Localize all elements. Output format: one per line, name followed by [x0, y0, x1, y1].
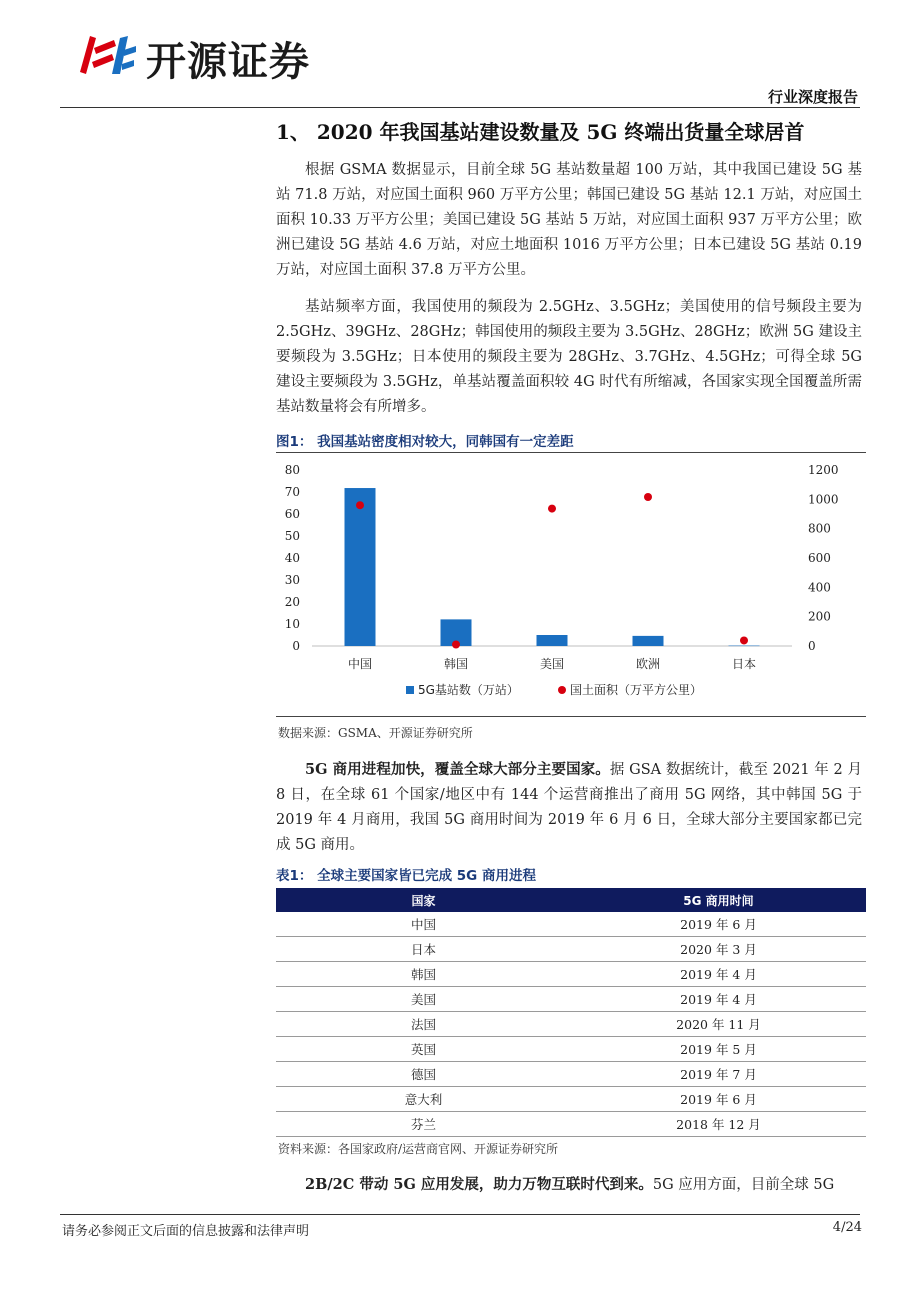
dot-mark [740, 636, 748, 644]
table-row [276, 1112, 866, 1137]
table-row [276, 962, 866, 987]
y-right-tick-label: 1200 [808, 463, 839, 477]
table-cell-date: 2019 年 5 月 [571, 1037, 866, 1062]
table-header-launch-time: 5G 商用时间 [571, 888, 866, 912]
dot-mark [548, 505, 556, 513]
footer-disclaimer: 请务必参阅正文后面的信息披露和法律声明 [62, 1224, 310, 1239]
dot-mark [452, 640, 460, 648]
y-left-tick-label: 20 [284, 595, 300, 609]
y-right-tick-label: 600 [808, 551, 831, 565]
paragraph-body: 据 GSA 数据统计，截至 2021 年 2 月 8 日，在全球 61 个国家/地区中有 144 个运营商推出了商用 5G 网络，其中韩国 5G 于 2019 年 4 月商用，我国 5G 商用时间为 2019 年 6 月 6 日，全球大部分主要国家都已完成 5G 商用。 [276, 762, 862, 853]
table-row [276, 1062, 866, 1087]
table-cell-date: 2019 年 4 月 [571, 987, 866, 1012]
figure-source: 数据来源：GSMA、开源证券研究所 [278, 726, 473, 740]
chart-dots [356, 493, 748, 648]
figure-bottom-rule [276, 716, 866, 717]
bar-mark [345, 488, 376, 646]
table-cell-date: 2019 年 4 月 [571, 962, 866, 987]
paragraph-lead-bold: 2B/2C 带动 5G 应用发展，助力万物互联时代到来。 [305, 1176, 653, 1193]
table-caption: 表1： 全球主要国家皆已完成 5G 商用进程 [276, 868, 536, 884]
figure-caption: 图1： 我国基站密度相对较大，同韩国有一定差距 [276, 434, 574, 450]
paragraph-applications [276, 1172, 862, 1198]
header-divider [60, 107, 860, 108]
x-tick-label: 日本 [731, 657, 757, 671]
dot-mark [356, 501, 364, 509]
y-left-tick-label: 30 [284, 573, 300, 587]
table-cell-country: 意大利 [276, 1087, 571, 1112]
table-cell-country: 芬兰 [276, 1112, 571, 1137]
table-cell-country: 日本 [276, 937, 571, 962]
page-number: 4/24 [832, 1220, 862, 1235]
y-right-tick-label: 800 [808, 521, 831, 536]
table-source: 资料来源：各国家政府/运营商官网、开源证券研究所 [278, 1142, 559, 1156]
table-cell-date: 2019 年 7 月 [571, 1062, 866, 1087]
base-station-chart [276, 456, 866, 716]
x-tick-label: 中国 [347, 657, 373, 671]
bar-mark [729, 646, 760, 647]
table-cell-country: 英国 [276, 1037, 571, 1062]
company-name: 开源证券 [146, 39, 310, 85]
chart-legend [406, 682, 702, 697]
table-row [276, 937, 866, 962]
table-row [276, 1087, 866, 1112]
dot-mark [644, 493, 652, 501]
paragraph-commercial-progress [276, 757, 862, 858]
y-right-tick-label: 1000 [808, 492, 839, 507]
x-tick-label: 美国 [539, 657, 565, 671]
table-cell-date: 2020 年 11 月 [571, 1012, 866, 1037]
table-cell-country: 韩国 [276, 962, 571, 987]
y-right-tick-label: 0 [808, 639, 816, 653]
section-title: 1、 2020 年我国基站建设数量及 5G 终端出货量全球居首 [276, 120, 805, 144]
commercial-launch-table [276, 888, 866, 1137]
y-left-tick-label: 10 [284, 617, 300, 631]
y-left-tick-label: 60 [284, 507, 300, 521]
table-cell-country: 中国 [276, 912, 571, 937]
bar-mark [633, 636, 664, 646]
paragraph-body: 5G 应用方面，目前全球 5G [652, 1177, 835, 1193]
x-tick-label: 韩国 [443, 657, 469, 671]
table-header-row [276, 888, 866, 912]
table-cell-date: 2019 年 6 月 [571, 912, 866, 937]
bar-mark [537, 635, 568, 646]
y-left-tick-label: 50 [284, 529, 300, 543]
legend-bar-label: 5G基站数（万站） [418, 683, 519, 697]
table-cell-country: 法国 [276, 1012, 571, 1037]
table-header-country: 国家 [276, 888, 571, 912]
footer-divider [60, 1214, 860, 1215]
table-cell-date: 2018 年 12 月 [571, 1112, 866, 1137]
table-row [276, 912, 866, 937]
table-row [276, 987, 866, 1012]
y-right-tick-label: 400 [808, 580, 831, 595]
table-cell-country: 德国 [276, 1062, 571, 1087]
x-tick-label: 欧洲 [635, 657, 661, 671]
y-left-tick-label: 80 [284, 463, 300, 477]
paragraph-lead-bold: 5G 商用进程加快，覆盖全球大部分主要国家。 [305, 761, 610, 778]
figure-caption-rule [276, 452, 866, 453]
table-cell-date: 2020 年 3 月 [571, 937, 866, 962]
table-row [276, 1012, 866, 1037]
y-left-tick-label: 0 [292, 639, 300, 653]
paragraph-frequency-bands: 基站频率方面，我国使用的频段为 2.5GHz、3.5GHz；美国使用的信号频段主要为 2.5GHz、39GHz、28GHz；韩国使用的频段主要为 3.5GHz、28GHz；欧洲 5G 建设主要频段为 3.5GHz；日本使用的频段主要为 28GHz、3.7GHz、4.5GHz；可得全球 5G 建设主要频段为 3.5GHz，单基站覆盖面积较 4G 时代有所缩减，各国家实现全国覆盖所需基站数量将会有所增多。 [276, 299, 862, 415]
legend-bar-swatch [406, 686, 414, 694]
table-row [276, 1037, 866, 1062]
company-logo-icon [76, 28, 138, 82]
legend-dot-label: 国土面积（万平方公里） [570, 683, 703, 697]
y-right-tick-label: 200 [808, 609, 831, 624]
y-left-tick-label: 70 [284, 485, 300, 499]
table-cell-country: 美国 [276, 987, 571, 1012]
y-left-tick-label: 40 [284, 551, 300, 565]
document-type: 行业深度报告 [767, 88, 858, 106]
legend-dot-swatch [558, 686, 566, 694]
table-cell-date: 2019 年 6 月 [571, 1087, 866, 1112]
paragraph-base-station-stats: 根据 GSMA 数据显示，目前全球 5G 基站数量超 100 万站，其中我国已建设 5G 基站 71.8 万站，对应国土面积 960 万平方公里；韩国已建设 5G 基站 12.1 万站，对应国土面积 10.33 万平方公里；美国已建设 5G 基站 5 万站，对应国土面积 937 万平方公里；欧洲已建设 5G 基站 4.6 万站，对应土地面积 1016 万平方公里；日本已建设 5G 基站 0.19 万站，对应国土面积 37.8 万平方公里。 [276, 162, 862, 278]
